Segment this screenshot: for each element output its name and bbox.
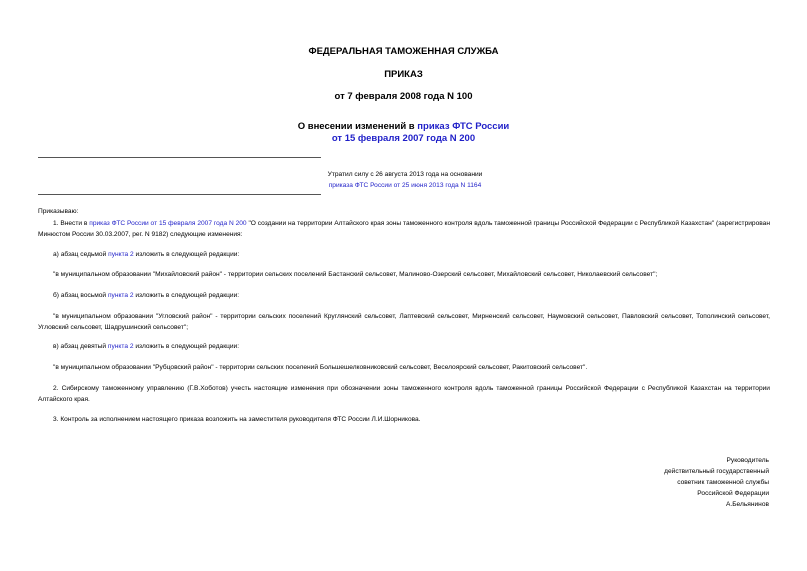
- item-b-start: б) абзац восьмой: [53, 292, 108, 299]
- item-a-rest: изложить в следующей редакции:: [133, 251, 240, 258]
- p1-link[interactable]: приказ ФТС России от 15 февраля 2007 года N 200: [89, 220, 247, 227]
- p1-rest: "О создании на территории Алтайского края зоны таможенного контроля вдоль таможенной границы Российской Федерации с Республикой Казахстан" (зарегистрирован Минюстом России 30.03.2007, рег. N 9182) следующие изменения:: [38, 220, 770, 238]
- signature-line-1: Руководитель: [726, 457, 769, 464]
- paragraph-1: [38, 219, 770, 240]
- item-b-text: "в муниципальном образовании "Угловский район" - территории сельских поселений Круглянский сельсовет, Лаптевский сельсовет, Мирненский сельсовет, Наумовский сельсовет, Павловский сельсовет, Тополинский сельсовет, Угловский сельсовет, Шадрушинский сельсовет";: [38, 313, 770, 331]
- p1-start: 1. Внести в: [53, 220, 90, 227]
- item-b-intro: [38, 291, 770, 302]
- paragraph-3: 3. Контроль за исполнением настоящего приказа возложить на заместителя руководителя ФТС России Л.И.Шорникова.: [53, 416, 421, 423]
- item-a-link[interactable]: пункта 2: [108, 251, 134, 258]
- title-link-date[interactable]: от 15 февраля 2007 года N 200: [331, 133, 476, 144]
- repeal-notice-text: Утратил силу с 26 августа 2013 года на основании: [327, 171, 483, 178]
- repeal-notice-link[interactable]: приказа ФТС России от 25 июня 2013 года N 1164: [328, 182, 482, 189]
- divider-bottom: [38, 194, 321, 195]
- signature-name: А.Бельянинов: [726, 501, 769, 508]
- item-c-link[interactable]: пункта 2: [107, 343, 134, 350]
- item-c-text: "в муниципальном образовании "Рубцовский район" - территории сельских поселений Большешелковниковский сельсовет, Веселоярский сельсовет, Ракитовский сельсовет".: [53, 364, 588, 371]
- item-c-start: в) абзац девятый: [53, 343, 108, 350]
- signature-line-4: Российской Федерации: [697, 490, 769, 497]
- title-link-order[interactable]: приказ ФТС России: [417, 121, 510, 132]
- divider-top: [38, 157, 321, 158]
- item-a-start: а) абзац седьмой: [53, 251, 109, 258]
- org-heading: ФЕДЕРАЛЬНАЯ ТАМОЖЕННАЯ СЛУЖБА: [308, 46, 499, 57]
- repeal-notice: [305, 169, 505, 191]
- signature-line-2: действительный государственный: [664, 468, 769, 475]
- item-c-intro: [38, 342, 770, 353]
- doc-type-heading: ПРИКАЗ: [384, 69, 423, 80]
- signature-line-3: советник таможенной службы: [677, 479, 769, 486]
- title-prefix: О внесении изменений в: [297, 121, 418, 132]
- item-a-intro: [38, 250, 770, 261]
- date-number-heading: от 7 февраля 2008 года N 100: [334, 91, 473, 102]
- item-b-rest: изложить в следующей редакции:: [133, 292, 240, 299]
- intro-text: Приказываю:: [38, 208, 79, 215]
- paragraph-2: 2. Сибирскому таможенному управлению (Г.В.Хоботов) учесть настоящие изменения при обозначении зоны таможенного контроля вдоль таможенной границы Российской Федерации с Республикой Казахстан на территории Алтайского края.: [38, 385, 770, 403]
- item-b-link[interactable]: пункта 2: [107, 292, 134, 299]
- signature-block: [560, 455, 769, 510]
- document-title: [0, 121, 807, 145]
- item-c-rest: изложить в следующей редакции:: [133, 343, 240, 350]
- item-a-text: "в муниципальном образовании "Михайловский район" - территории сельских поселений Бастанский сельсовет, Малиново-Озерский сельсовет, Михайловский сельсовет, Николаевский сельсовет";: [53, 271, 658, 278]
